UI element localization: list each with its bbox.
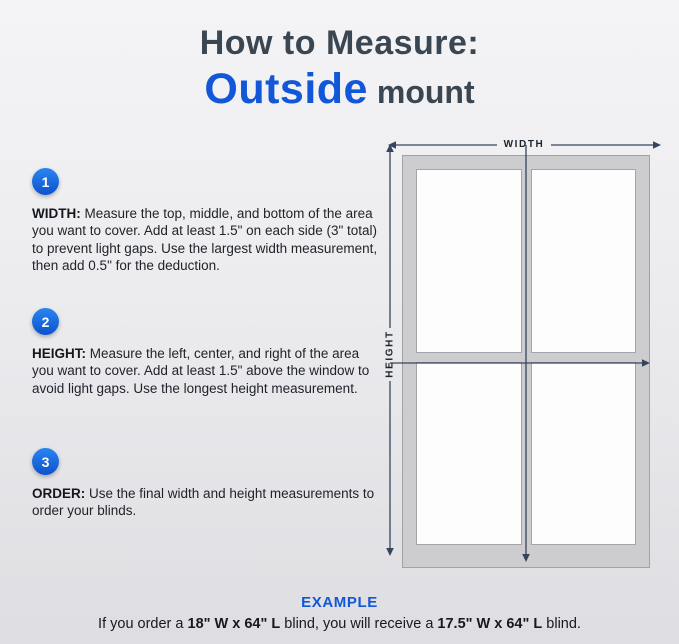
step-3-badge: 3 xyxy=(32,448,59,475)
step-1-body: Measure the top, middle, and bottom of the area you want to cover. Add at least 1.5" on each side (3" total) to prevent light gaps. Use the largest width measurement, then add 0.5" for the deduction. xyxy=(32,206,378,273)
window-pane-bottom-right xyxy=(531,362,637,546)
title-accent: Outside xyxy=(204,65,368,113)
example-received-size: 17.5" W x 64" L xyxy=(437,616,543,632)
example-middle: blind, you will receive a xyxy=(280,616,438,632)
step-3-label: ORDER: xyxy=(32,486,86,501)
window-pane-bottom-left xyxy=(416,362,522,546)
step-3 xyxy=(32,448,382,520)
step-3-body: Use the final width and height measurements to order your blinds. xyxy=(32,486,375,519)
title-rest: mount xyxy=(367,74,475,110)
window-frame xyxy=(402,155,650,568)
step-2 xyxy=(32,308,382,397)
width-dimension-label: WIDTH xyxy=(503,139,545,150)
page-title xyxy=(0,24,679,114)
example-heading: EXAMPLE xyxy=(301,594,378,611)
window-pane-top-left xyxy=(416,169,522,353)
step-3-text xyxy=(32,485,380,520)
example-prefix: If you order a xyxy=(98,616,188,632)
step-2-label: HEIGHT: xyxy=(32,346,86,361)
step-1-text xyxy=(32,205,380,274)
example-ordered-size: 18" W x 64" L xyxy=(187,616,281,632)
window-diagram xyxy=(385,135,665,580)
window-sash xyxy=(416,169,636,545)
step-2-badge: 2 xyxy=(32,308,59,335)
example-sentence xyxy=(0,616,679,632)
window-pane-top-right xyxy=(531,169,637,353)
step-1 xyxy=(32,168,382,274)
example-section xyxy=(0,594,679,632)
step-2-text xyxy=(32,345,380,397)
height-dimension-label: HEIGHT xyxy=(384,330,396,378)
title-line1: How to Measure: xyxy=(199,24,480,62)
step-1-label: WIDTH: xyxy=(32,206,81,221)
step-1-badge: 1 xyxy=(32,168,59,195)
step-2-body: Measure the left, center, and right of the area you want to cover. Add at least 1.5" above the window to avoid light gaps. Use the longest height measurement. xyxy=(32,346,370,396)
example-suffix: blind. xyxy=(542,616,581,632)
title-line2 xyxy=(0,65,679,114)
